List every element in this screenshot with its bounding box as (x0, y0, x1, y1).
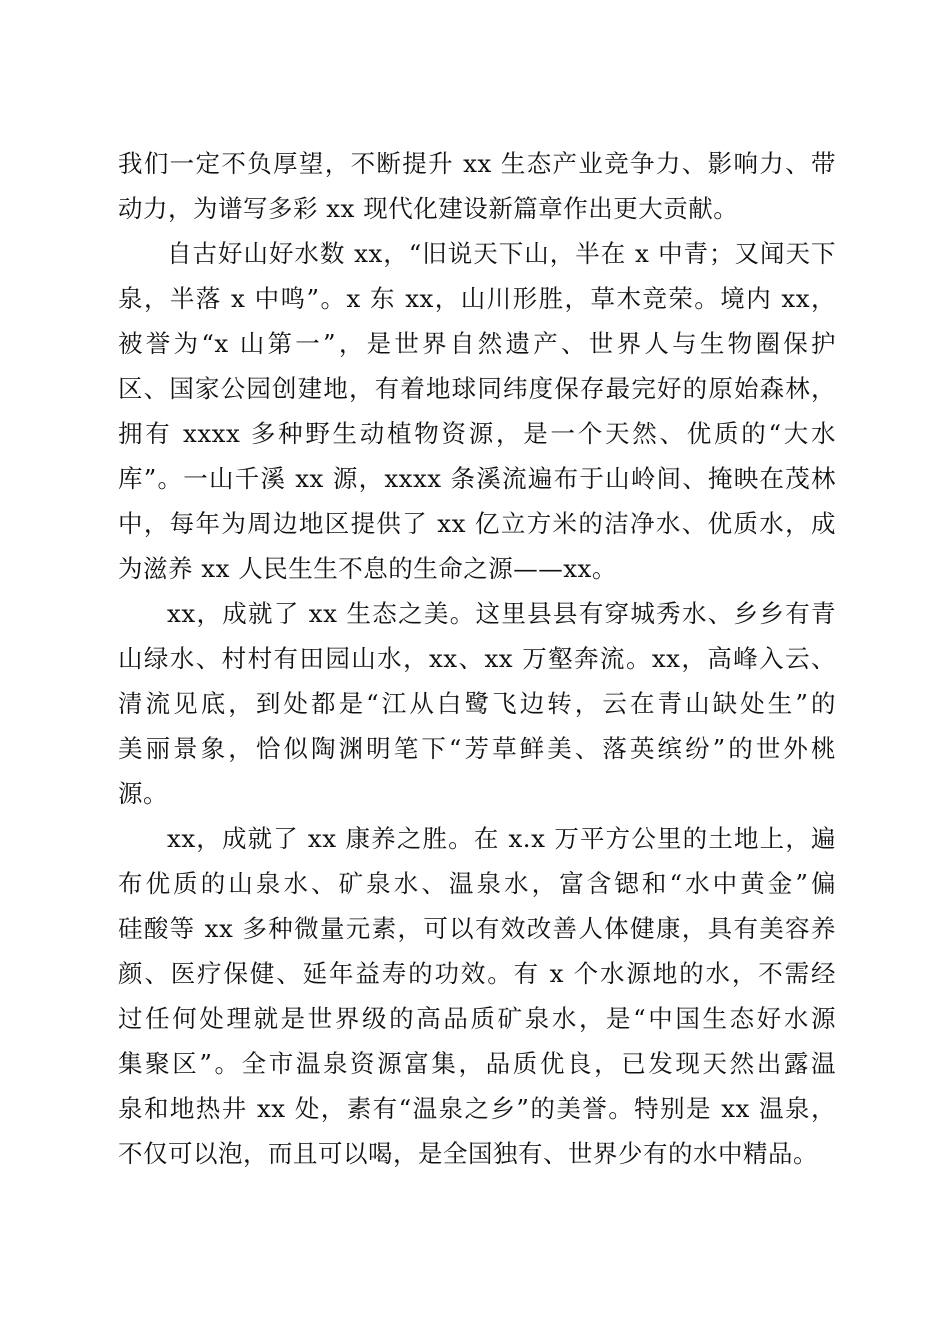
text-line: 不仅可以泡，而且可以喝，是全国独有、世界少有的水中精品。 (118, 1139, 818, 1168)
text-line: 我们一定不负厚望，不断提升 xx 生态产业竞争力、影响力、带 (118, 149, 836, 178)
text-line: 被誉为“x 山第一”，是世界自然遗产、世界人与生物圈保护 (118, 329, 836, 358)
text-line: 过任何处理就是世界级的高品质矿泉水，是“中国生态好水源 (118, 1004, 836, 1033)
text-line: 为滋养 xx 人民生生不息的生命之源——xx。 (118, 554, 617, 583)
text-line: 清流见底，到处都是“江从白鹭飞边转，云在青山缺处生”的 (118, 689, 836, 718)
paragraph-3 (118, 591, 836, 816)
text-line: 区、国家公园创建地，有着地球同纬度保存最完好的原始森林， (118, 374, 836, 403)
paragraph-1 (118, 141, 836, 231)
text-line: 库”。一山千溪 xx 源，xxxx 条溪流遍布于山岭间、掩映在茂林 (118, 464, 836, 493)
text-line: 动力，为谱写多彩 xx 现代化建设新篇章作出更大贡献。 (118, 194, 739, 223)
document-body (118, 141, 836, 1176)
text-line: xx，成就了 xx 生态之美。这里县县有穿城秀水、乡乡有青 (167, 599, 836, 628)
text-line: 拥有 xxxx 多种野生动植物资源，是一个天然、优质的“大水 (118, 419, 836, 448)
text-line: xx，成就了 xx 康养之胜。在 x.x 万平方公里的土地上，遍 (167, 824, 836, 853)
paragraph-2 (118, 231, 836, 591)
text-line: 源。 (118, 779, 168, 808)
text-line: 集聚区”。全市温泉资源富集，品质优良，已发现天然出露温 (118, 1049, 836, 1078)
text-line: 布优质的山泉水、矿泉水、温泉水，富含锶和“水中黄金”偏 (118, 869, 836, 898)
paragraph-4 (118, 816, 836, 1176)
text-line: 泉，半落 x 中鸣”。x 东 xx，山川形胜，草木竞荣。境内 xx， (118, 284, 836, 313)
text-line: 自古好山好水数 xx，“旧说天下山，半在 x 中青；又闻天下 (167, 239, 836, 268)
text-line: 泉和地热井 xx 处，素有“温泉之乡”的美誉。特别是 xx 温泉， (118, 1094, 836, 1123)
text-line: 中，每年为周边地区提供了 xx 亿立方米的洁净水、优质水，成 (118, 509, 836, 538)
text-line: 颜、医疗保健、延年益寿的功效。有 x 个水源地的水，不需经 (118, 959, 836, 988)
text-line: 硅酸等 xx 多种微量元素，可以有效改善人体健康，具有美容养 (118, 914, 836, 943)
text-line: 山绿水、村村有田园山水，xx、xx 万壑奔流。xx，高峰入云、 (118, 644, 836, 673)
text-line: 美丽景象，恰似陶渊明笔下“芳草鲜美、落英缤纷”的世外桃 (118, 734, 836, 763)
